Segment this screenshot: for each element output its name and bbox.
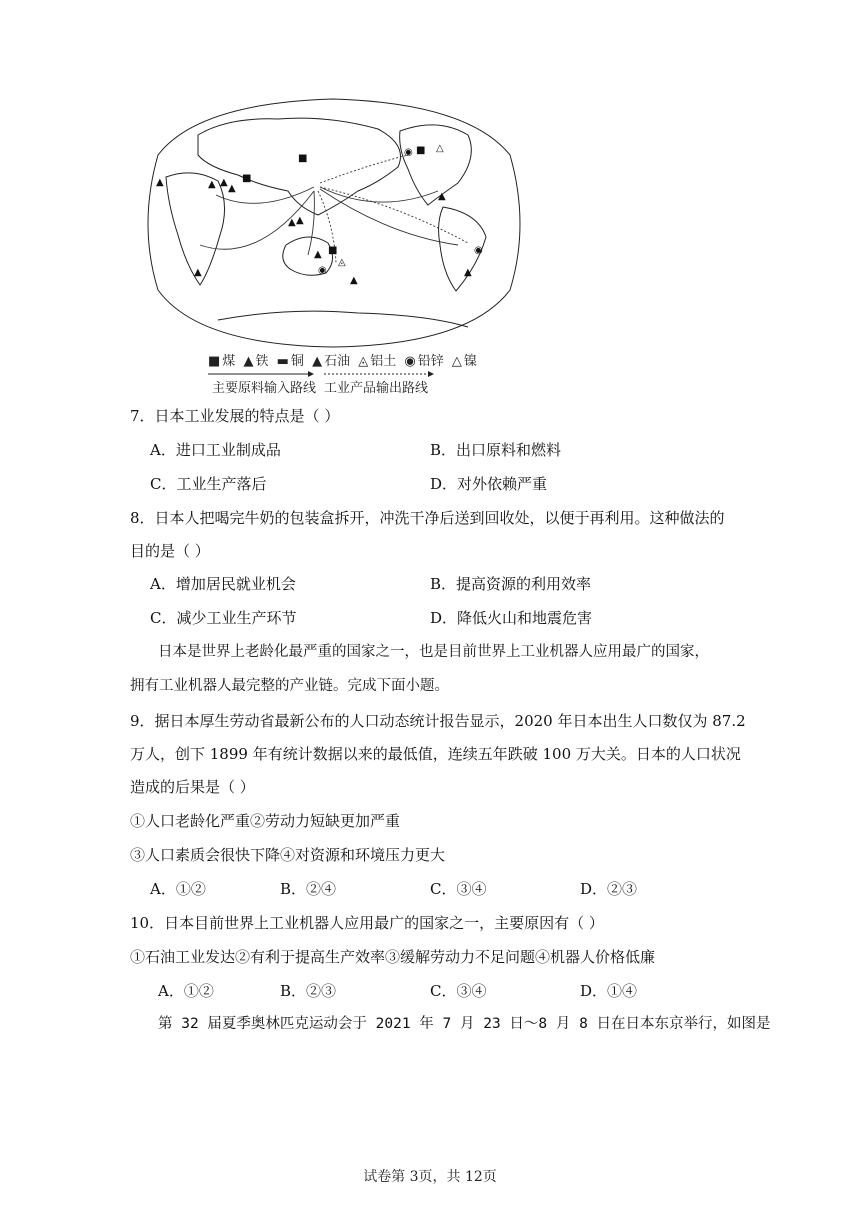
- q10-option-a[interactable]: A．①②: [158, 982, 214, 1000]
- continent-europe-asia: [198, 118, 401, 215]
- legend-iron: ▲ 铁: [243, 354, 268, 369]
- legend-bauxite: ◬ 铝土: [358, 354, 396, 369]
- q9-stem-line1: 9．据日本厚生劳动省最新公布的人口动态统计报告显示，2020 年日本出生人口数仅为 87.2: [130, 712, 746, 730]
- q7-option-c[interactable]: C．工业生产落后: [150, 475, 267, 493]
- oil-icon: ▲: [312, 354, 323, 369]
- q10-option-c[interactable]: C．③④: [430, 982, 487, 1000]
- legend-oil: ▲ 石油: [312, 354, 350, 369]
- copper-icon: ▬: [276, 354, 289, 369]
- q9-stem-line2: 万人，创下 1899 年有统计数据以来的最低值，连续五年跌破 100 万大关。日本的人口状况: [130, 745, 741, 763]
- page-footer: 试卷第 3页，共 12页: [363, 1169, 497, 1185]
- q7-option-d[interactable]: D．对外依赖严重: [430, 475, 548, 493]
- q8-option-a[interactable]: A．增加居民就业机会: [150, 575, 296, 593]
- world-resource-map: [138, 95, 528, 350]
- continent-antarctica: [218, 311, 468, 327]
- continent-north-america: [400, 125, 472, 205]
- bauxite-marker: ◬: [338, 257, 346, 268]
- oil-marker: ▲: [296, 215, 304, 226]
- q8-option-c[interactable]: C．减少工业生产环节: [150, 609, 297, 627]
- legend-copper: ▬ 铜: [277, 354, 304, 369]
- q10-option-d[interactable]: D．①④: [580, 982, 638, 1000]
- material2-line1: 第 32 届夏季奥林匹克运动会于 2021 年 7 月 23 日～8 月 8 日在日本东京举行，如图是: [158, 1016, 771, 1032]
- oil-marker: ▲: [288, 217, 296, 228]
- coal-marker: ■: [242, 173, 252, 184]
- nickel-marker: △: [436, 143, 444, 154]
- coal-marker: ■: [298, 153, 308, 164]
- oil-marker: ▲: [220, 177, 228, 188]
- q9-statement-1: ①人口老龄化严重②劳动力短缺更加严重: [130, 812, 401, 830]
- q9-stem-line3: 造成的后果是（ ）: [130, 778, 255, 796]
- material1-line1: 日本是世界上老龄化最严重的国家之一，也是目前世界上工业机器人应用最广的国家，: [158, 644, 709, 660]
- lead-zinc-icon: ◉: [404, 354, 416, 369]
- output-route-label: 工业产品输出路线: [324, 381, 429, 396]
- input-route: [308, 191, 314, 255]
- q8-option-d[interactable]: D．降低火山和地震危害: [430, 609, 593, 627]
- iron-icon: ▲: [243, 354, 254, 369]
- coal-icon: ■: [208, 354, 221, 369]
- map-frame: [148, 99, 520, 347]
- lead-zinc-marker: ◉: [474, 245, 483, 256]
- coal-marker: ■: [416, 145, 426, 156]
- bauxite-icon: ◬: [358, 354, 369, 369]
- oil-marker: ▲: [438, 191, 446, 202]
- q9-option-b[interactable]: B．②④: [280, 880, 337, 898]
- map-legend: [208, 352, 481, 394]
- lead-zinc-marker: ◉: [404, 147, 413, 158]
- oil-marker: ▲: [208, 179, 216, 190]
- q7-option-b[interactable]: B．出口原料和燃料: [430, 441, 562, 459]
- q8-option-b[interactable]: B．提高资源的利用效率: [430, 575, 592, 593]
- q7-option-a[interactable]: A．进口工业制成品: [150, 441, 281, 459]
- iron-marker: ▲: [314, 249, 322, 260]
- legend-routes: [208, 372, 481, 394]
- input-route-arrow-icon: [208, 370, 438, 378]
- iron-marker: ▲: [350, 275, 358, 286]
- material1-line2: 拥有工业机器人最完整的产业链。完成下面小题。: [130, 678, 449, 694]
- q10-stem: 10．日本目前世界上工业机器人应用最广的国家之一，主要原因有（ ）: [130, 914, 604, 932]
- q7-stem: 7．日本工业发展的特点是（ ）: [130, 407, 340, 425]
- coal-marker: ■: [328, 245, 338, 256]
- q9-option-d[interactable]: D．②③: [580, 880, 638, 898]
- iron-marker: ▲: [156, 177, 164, 188]
- iron-marker: ▲: [464, 267, 472, 278]
- q8-stem-line2: 目的是（ ）: [130, 542, 210, 560]
- input-route-label: 主要原料输入路线: [212, 381, 317, 396]
- q10-statement: ①石油工业发达②有利于提高生产效率③缓解劳动力不足问题④机器人价格低廉: [130, 948, 656, 966]
- legend-coal: ■ 煤: [208, 354, 235, 369]
- q10-option-b[interactable]: B．②③: [280, 982, 337, 1000]
- legend-lead-zinc: ◉ 铅锌: [404, 354, 443, 369]
- oil-marker: ▲: [228, 183, 236, 194]
- legend-nickel: △ 镍: [452, 354, 477, 369]
- q9-option-a[interactable]: A．①②: [150, 880, 206, 898]
- legend-symbols: [208, 352, 481, 372]
- q9-statement-2: ③人口素质会很快下降④对资源和环境压力更大: [130, 846, 446, 864]
- q9-option-c[interactable]: C．③④: [430, 880, 487, 898]
- iron-marker: ▲: [194, 267, 202, 278]
- lead-zinc-marker: ◉: [318, 265, 327, 276]
- nickel-icon: △: [451, 354, 462, 369]
- q8-stem-line1: 8．日本人把喝完牛奶的包装盒拆开，冲洗干净后送到回收处，以便于再利用。这种做法的: [130, 509, 725, 527]
